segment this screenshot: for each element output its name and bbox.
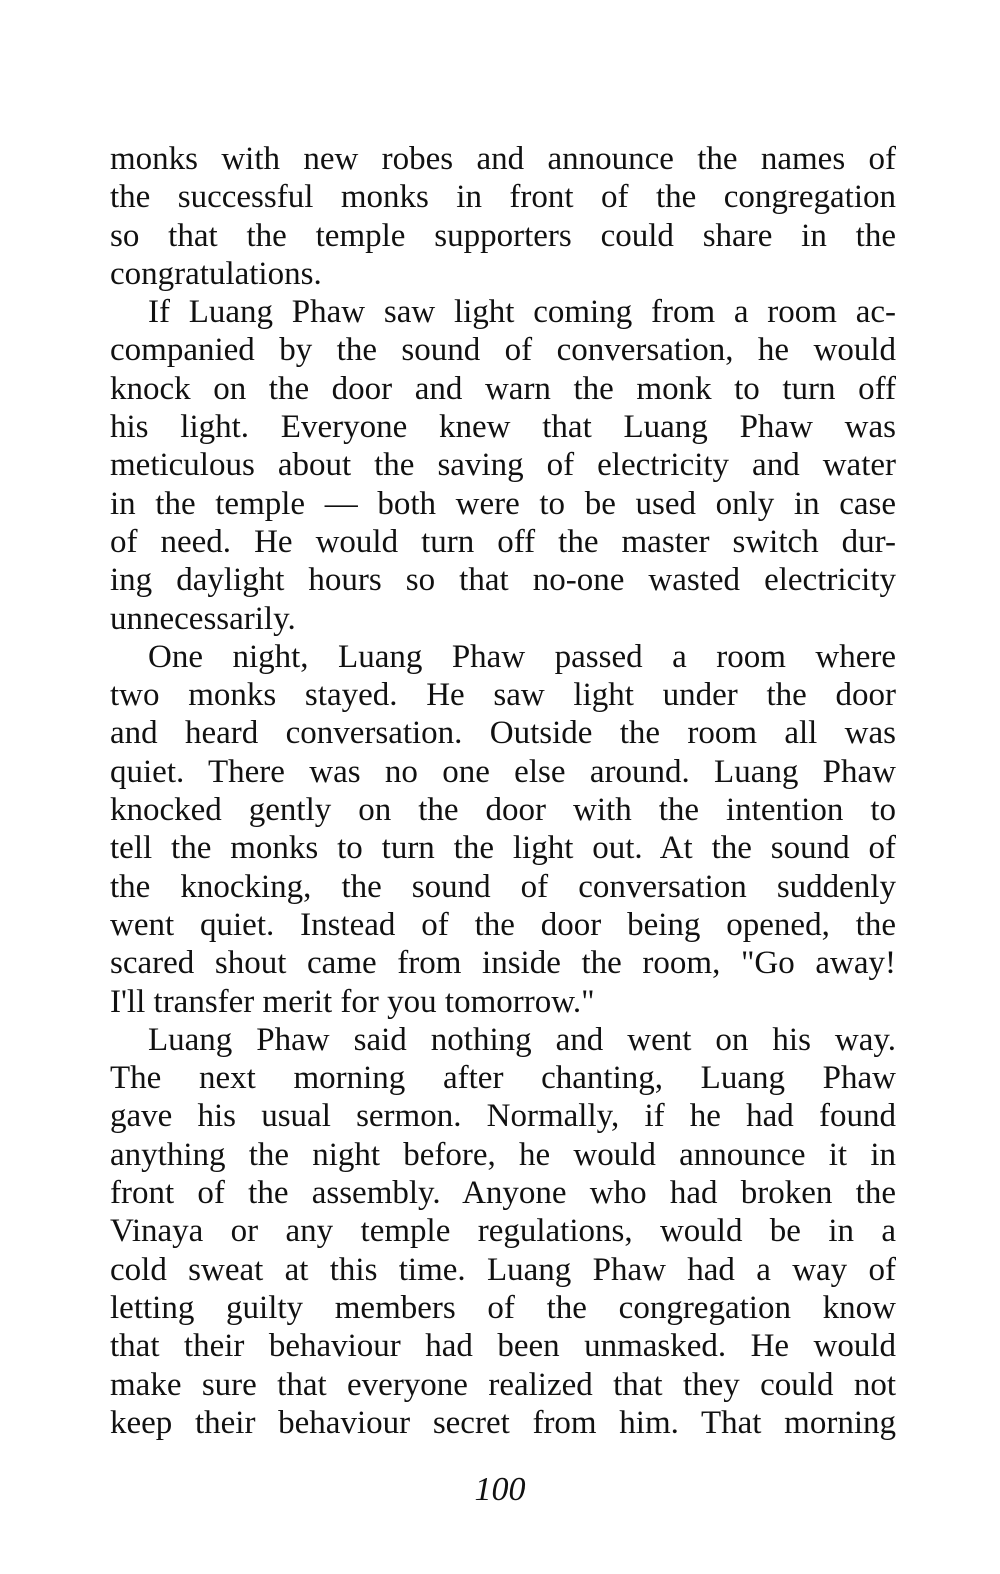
text-line: gave his usual sermon. Normally, if he had found <box>110 1098 896 1135</box>
text-line: the successful monks in front of the congregation <box>110 179 896 216</box>
text-line: meticulous about the saving of electricity and water <box>110 447 896 484</box>
text-line: that their behaviour had been unmasked. He would <box>110 1328 896 1365</box>
text-line: of need. He would turn off the master switch dur- <box>110 523 896 560</box>
text-line: so that the temple supporters could share in the <box>110 217 896 254</box>
text-line: I'll transfer merit for you tomorrow." <box>110 983 595 1020</box>
text-line: tell the monks to turn the light out. At the sound of <box>110 830 896 867</box>
text-line: the knocking, the sound of conversation suddenly <box>110 868 896 905</box>
text-line: knocked gently on the door with the intention to <box>110 792 896 829</box>
text-line: in the temple — both were to be used only in case <box>110 485 896 522</box>
text-line: Luang Phaw said nothing and went on his way. <box>148 1021 896 1058</box>
text-line: companied by the sound of conversation, he would <box>110 332 896 369</box>
text-line: went quiet. Instead of the door being opened, the <box>110 906 896 943</box>
text-line: knock on the door and warn the monk to turn off <box>110 370 896 407</box>
text-line: The next morning after chanting, Luang Phaw <box>110 1060 896 1097</box>
text-line: scared shout came from inside the room, "Go away! <box>110 945 896 982</box>
text-line: cold sweat at this time. Luang Phaw had a way of <box>110 1251 896 1288</box>
text-line: keep their behaviour secret from him. That morning <box>110 1404 896 1441</box>
text-line: letting guilty members of the congregation know <box>110 1289 896 1326</box>
text-line: anything the night before, he would announce it in <box>110 1136 896 1173</box>
text-line: make sure that everyone realized that they could not <box>110 1366 896 1403</box>
text-line: two monks stayed. He saw light under the door <box>110 677 896 714</box>
text-line: front of the assembly. Anyone who had broken the <box>110 1175 896 1212</box>
text-line: his light. Everyone knew that Luang Phaw was <box>110 409 896 446</box>
text-line: quiet. There was no one else around. Luang Phaw <box>110 753 896 790</box>
text-line: and heard conversation. Outside the room all was <box>110 715 896 752</box>
text-line: Vinaya or any temple regulations, would be in a <box>110 1213 896 1250</box>
text-line: If Luang Phaw saw light coming from a room ac- <box>148 294 896 331</box>
text-line: unnecessarily. <box>110 600 296 637</box>
page-number: 100 <box>474 1471 526 1508</box>
text-line: ing daylight hours so that no-one wasted electricity <box>110 562 896 599</box>
text-line: One night, Luang Phaw passed a room where <box>148 638 896 675</box>
text-line: congratulations. <box>110 255 322 292</box>
text-line: monks with new robes and announce the names of <box>110 141 896 177</box>
page-body-text <box>110 140 896 1442</box>
